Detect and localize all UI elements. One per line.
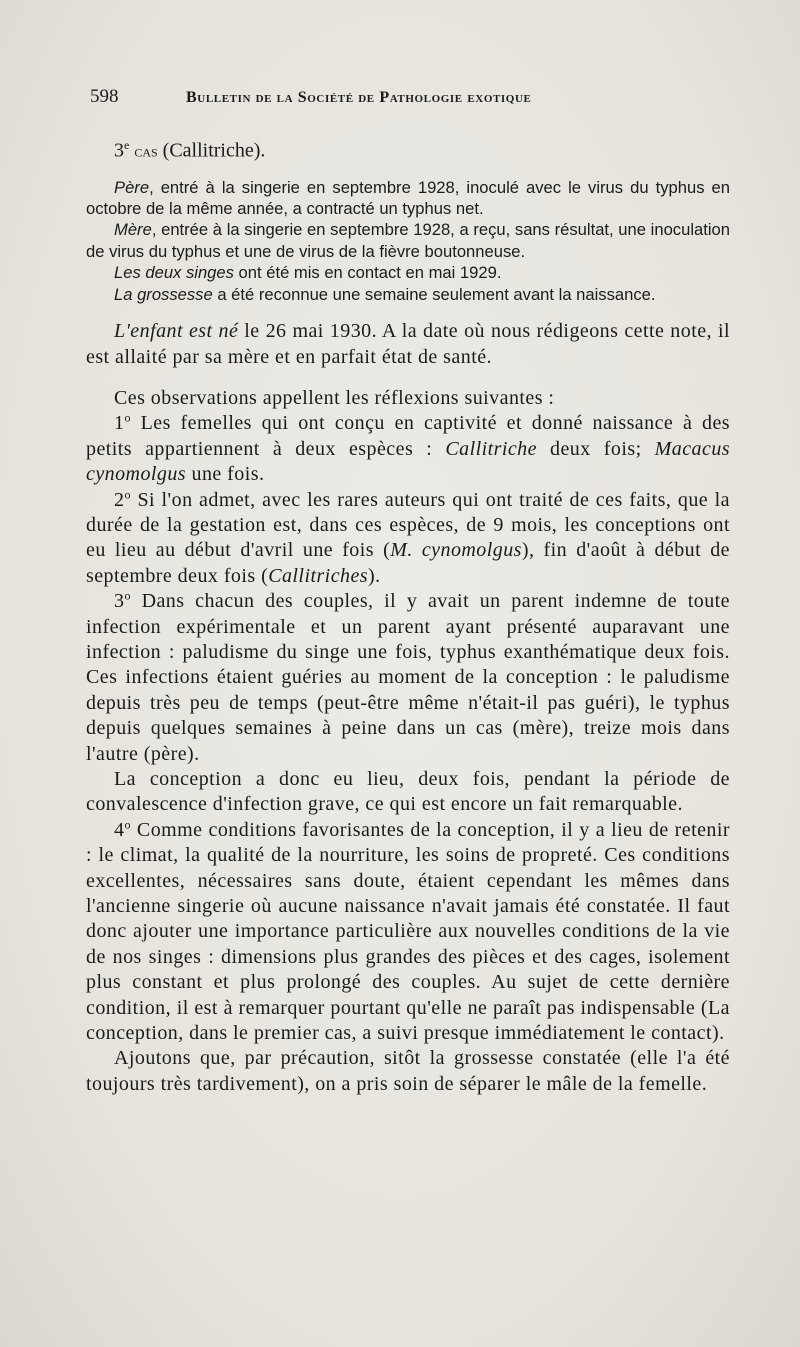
point-ordinal-mark: o — [124, 486, 131, 501]
detail-text: a été reconnue une semaine seulement avant la naissance. — [212, 284, 656, 304]
point-ordinal-mark: o — [124, 588, 131, 603]
case-detail-pregnancy — [86, 284, 730, 305]
point-number: 4 — [114, 818, 125, 841]
case-details — [86, 177, 730, 305]
main-text — [86, 319, 730, 1097]
point-number: 3 — [114, 590, 125, 613]
point-text: Dans chacun des couples, il y avait un parent indemne de toute infection expérimentale et un parent ayant présenté auparavant une infection : paludisme du singe une fois, typhus exanthématique deux fois. Ces infections étaient guéries au moment de la conception : le paludisme depuis très peu de temps (peut-être même n'était-il pas guéri), le typhus depuis quelques semaines à peine dans un cas (mère), treize mois dans l'autre (père). — [86, 590, 730, 765]
point-ordinal-mark: o — [124, 410, 131, 425]
point-text: Si l'on admet, avec les rares auteurs qui ont traité de ces faits, que la durée de la gestation est, dans ces espèces, de 9 mois, les conceptions ont eu lieu au début d'avril une fois ( — [86, 488, 730, 562]
case-detail-contact — [86, 262, 730, 283]
point-number: 2 — [114, 488, 125, 511]
case-detail-father — [86, 177, 730, 220]
page-body — [86, 132, 730, 1097]
case-label: cas — [134, 141, 158, 161]
birth-label: L'enfant est né — [114, 320, 239, 343]
species-name: Callitriche — [445, 437, 537, 460]
observation-point-4 — [86, 818, 730, 1047]
detail-text: , entrée à la singerie en septembre 1928, a reçu, sans résultat, une inoculation de virus du typhus et une de virus de la fièvre boutonneuse. — [86, 220, 730, 261]
case-title — [114, 132, 730, 165]
point-text: deux fois; — [536, 437, 655, 460]
detail-label: Les deux singes — [114, 263, 234, 283]
point-number: 1 — [114, 412, 125, 435]
case-detail-mother — [86, 219, 730, 262]
detail-text: ont été mis en contact en mai 1929. — [233, 263, 502, 283]
birth-text: le 26 mai 1930. A la date où nous rédigeons cette note, il est allaité par sa mère et en parfait état de santé. — [86, 320, 730, 368]
point-text: Les femelles qui ont conçu en captivité et donné naissance à des petits appartiennent à deux espèces : — [86, 412, 730, 460]
point-text: ), fin d'août à début de septembre deux fois ( — [86, 539, 730, 587]
point-text: une fois. — [186, 463, 265, 486]
running-title: Bulletin de la Société de Pathologie exotique — [186, 89, 532, 106]
birth-paragraph — [86, 319, 730, 370]
observation-point-3 — [86, 589, 730, 767]
observations-intro: Ces observations appellent les réflexions suivantes : — [114, 386, 555, 409]
page-header — [90, 86, 730, 114]
detail-label: Mère — [114, 220, 152, 240]
species-name: Macacus cynomolgus — [86, 437, 731, 486]
closing-paragraph: Ajoutons que, par précaution, sitôt la grossesse constatée (elle l'a été toujours très tardivement), on a pris soin de séparer le mâle de la femelle. — [86, 1047, 730, 1095]
page-number: 598 — [90, 86, 119, 107]
detail-label: La grossesse — [114, 284, 213, 304]
case-number: 3 — [114, 139, 124, 162]
species-name: Callitriches — [268, 564, 369, 587]
point-ordinal-mark: o — [124, 817, 131, 832]
point-text: ). — [368, 564, 381, 587]
detail-text: , entré à la singerie en septembre 1928, inoculé avec le virus du typhus en octobre de la même année, a contracté un typhus net. — [86, 177, 730, 219]
observation-point-2 — [86, 488, 730, 590]
species-name: M. cynomolgus — [390, 539, 522, 562]
case-ordinal-suffix: e — [124, 138, 130, 152]
point-text: Comme conditions favorisantes de la conception, il y a lieu de retenir : le climat, la qualité de la nourriture, les soins de propreté. Ces conditions excellentes, nécessaires sans doute, étaient cependant les mêmes dans l'ancienne singerie où aucune naissance n'avait jamais été constatée. Il faut donc ajouter une importance particulière aux nouvelles conditions de la vie de nos singes : dimensions plus grandes des pièces et des cages, isolement plus constant et plus prolongé des couples. Au sujet de cette dernière condition, il est à remarquer pourtant qu'elle ne paraît pas indispensable (La conception, dans le premier cas, a suivi presque immédiatement le contact). — [86, 818, 730, 1045]
observation-point-1 — [86, 411, 730, 487]
case-species: (Callitriche). — [162, 139, 266, 162]
detail-label: Père — [114, 177, 150, 197]
observation-point-3-followup: La conception a donc eu lieu, deux fois, pendant la période de convalescence d'infection grave, ce qui est encore un fait remarquable. — [86, 768, 730, 816]
